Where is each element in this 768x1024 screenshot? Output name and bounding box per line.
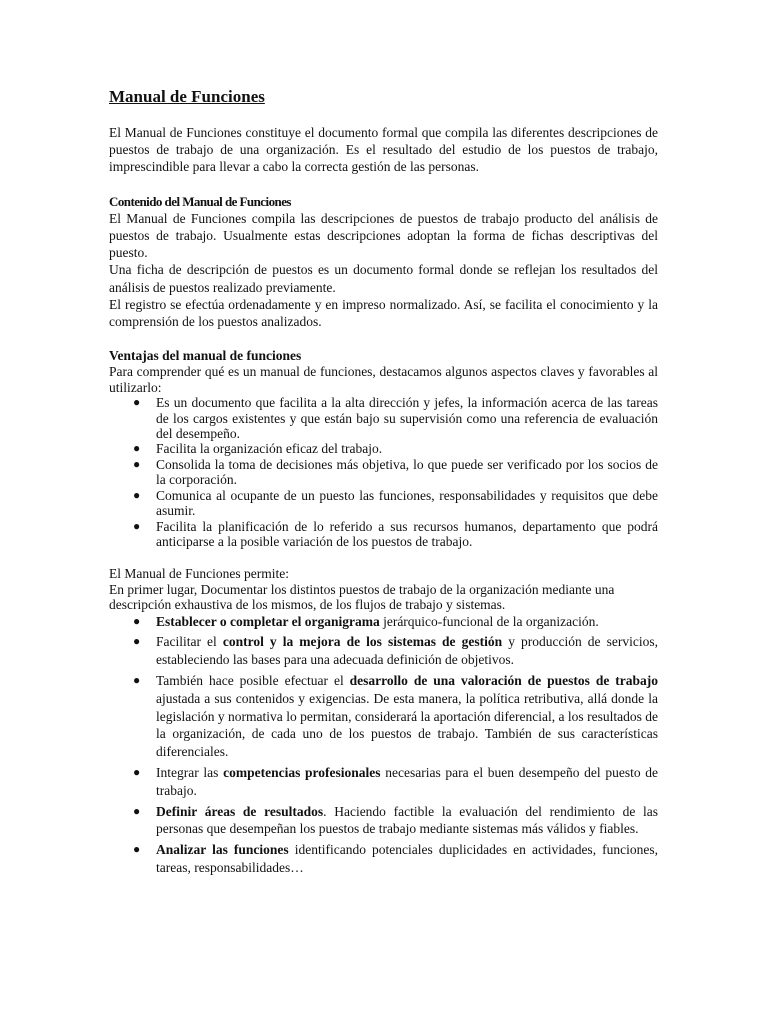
list-item-text: Es un documento que facilita a la alta dirección y jefes, la información acerca de las tareas de los cargos existentes y que están bajo su supervisión como una referencia de evaluación del desempeño. xyxy=(156,395,658,442)
contenido-paragraph: El registro se efectúa ordenadamente y en impreso normalizado. Así, se facilita el conocimiento y la comprensión de los puestos analizados. xyxy=(109,296,658,330)
bullet-icon: ● xyxy=(133,518,141,533)
item-emphasis: control y la mejora de los sistemas de gestión xyxy=(222,634,503,650)
ventajas-section xyxy=(109,347,658,549)
item-pre: También hace posible efectuar el xyxy=(156,672,350,688)
intro-section xyxy=(109,124,658,176)
list-item xyxy=(109,633,658,669)
bullet-icon: ● xyxy=(133,441,141,456)
item-emphasis: Analizar las funciones xyxy=(156,842,289,858)
bullet-icon: ● xyxy=(133,842,141,857)
item-pre: Integrar las xyxy=(156,764,224,780)
list-item xyxy=(109,613,658,631)
permite-section xyxy=(109,566,658,876)
intro-paragraph: El Manual de Funciones constituye el documento formal que compila las diferentes descripciones de puestos de trabajo de una organización. Es el resultado del estudio de los puestos de trabajo, imprescindible para llevar a cabo la correcta gestión de las personas. xyxy=(109,125,658,175)
list-item xyxy=(109,441,658,456)
item-emphasis: Establecer o completar el organigrama xyxy=(156,613,380,629)
list-item xyxy=(109,764,658,800)
item-post: ajustada a sus contenidos y exigencias. De esta manera, la política retributiva, allá donde la legislación y normativa lo permitan, considerará la aportación diferencial, a los resultados de la organización, de cada uno de los puestos de trabajo. También de sus características diferenciales. xyxy=(156,690,658,760)
list-item xyxy=(109,803,658,839)
bullet-icon: ● xyxy=(133,395,141,410)
contenido-section xyxy=(109,193,658,331)
document-body xyxy=(109,86,658,880)
list-item-text: Facilita la planificación de lo referido a sus recursos humanos, departamento que podrá anticiparse a la posible variación de los puestos de trabajo. xyxy=(156,518,658,549)
contenido-heading: Contenido del Manual de Funciones xyxy=(109,193,291,209)
contenido-paragraph: Una ficha de descripción de puestos es un documento formal donde se reflejan los resultados del análisis de puestos realizado previamente. xyxy=(109,262,658,295)
list-item-text: Comunica al ocupante de un puesto las funciones, responsabilidades y requisitos que debe asumir. xyxy=(156,487,658,519)
contenido-paragraph: El Manual de Funciones compila las descripciones de puestos de trabajo producto del análisis de puestos de trabajo. Usualmente estas descripciones adoptan la forma de fichas descriptivas del puesto. xyxy=(109,210,658,261)
item-emphasis: desarrollo de una valoración de puestos de trabajo xyxy=(349,672,659,688)
bullet-icon: ● xyxy=(133,764,141,779)
item-post: necesarias para el buen desempeño del puesto de trabajo. xyxy=(156,764,659,798)
bullet-icon: ● xyxy=(133,613,141,628)
list-item xyxy=(109,395,658,441)
list-item xyxy=(109,841,658,877)
list-item-text: Consolida la toma de decisiones más objetiva, lo que puede ser verificado por los socios de la corporación. xyxy=(156,456,658,488)
bullet-icon: ● xyxy=(133,803,141,818)
item-emphasis: competencias profesionales xyxy=(223,764,381,780)
item-pre: Facilitar el xyxy=(156,634,223,650)
item-post: . Haciendo factible la evaluación del rendimiento de las personas que desempeñan los puestos de trabajo mediante sistemas más válidos y fiables. xyxy=(156,803,659,837)
ventajas-heading: Ventajas del manual de funciones xyxy=(109,348,302,364)
bullet-icon: ● xyxy=(133,634,141,649)
list-item xyxy=(109,457,658,488)
permite-list xyxy=(109,613,658,877)
ventajas-intro: Para comprender qué es un manual de funciones, destacamos algunos aspectos claves y favorables al utilizarlo: xyxy=(109,364,658,395)
ventajas-list xyxy=(109,395,658,549)
permite-line: El Manual de Funciones permite: xyxy=(109,566,289,582)
item-post: identificando potenciales duplicidades en actividades, funciones, tareas, responsabilidades… xyxy=(156,842,658,875)
item-post: y producción de servicios, estableciendo las bases para una adecuada definición de objetivos. xyxy=(156,634,658,668)
list-item xyxy=(109,488,658,519)
item-emphasis: Definir áreas de resultados xyxy=(156,803,324,819)
list-item xyxy=(109,519,658,550)
list-item xyxy=(109,672,658,761)
permite-intro: En primer lugar, Documentar los distintos puestos de trabajo de la organización mediante una descripción exhaustiva de los mismos, de los flujos de trabajo y sistemas. xyxy=(109,581,615,613)
bullet-icon: ● xyxy=(133,456,141,471)
document-title: Manual de Funciones xyxy=(109,87,265,106)
item-post: jerárquico-funcional de la organización. xyxy=(379,613,599,629)
bullet-icon: ● xyxy=(133,487,141,502)
bullet-icon: ● xyxy=(133,672,141,687)
list-item-text: Facilita la organización eficaz del trabajo. xyxy=(156,441,383,457)
